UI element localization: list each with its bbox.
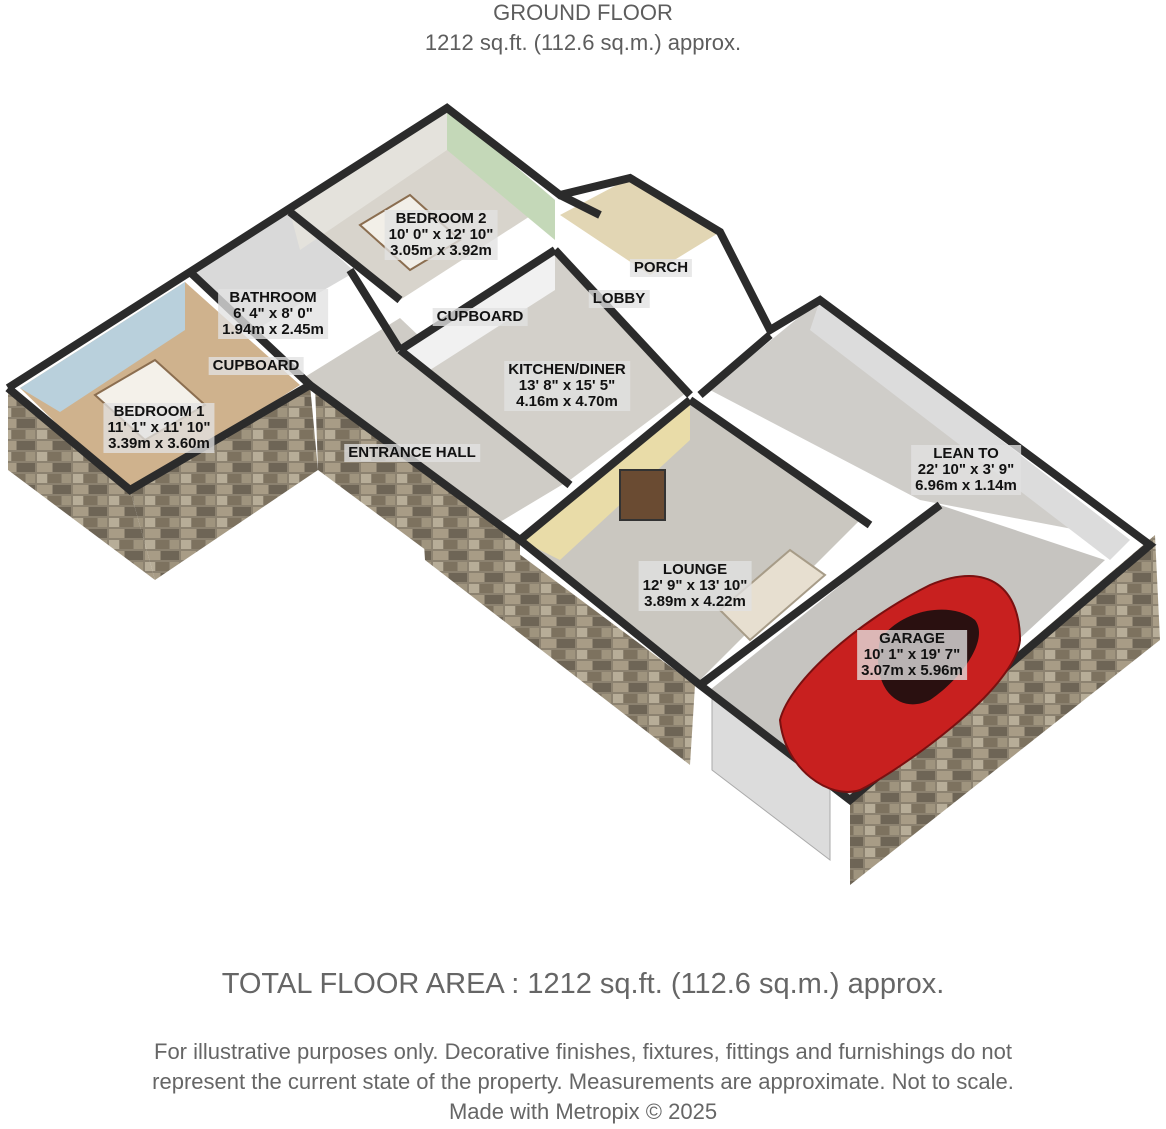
label-garage: GARAGE 10' 1" x 19' 7" 3.07m x 5.96m bbox=[857, 630, 967, 680]
label-porch: PORCH bbox=[630, 259, 692, 277]
label-bedroom1: BEDROOM 1 11' 1" x 11' 10" 3.39m x 3.60m bbox=[103, 403, 214, 453]
label-bathroom: BATHROOM 6' 4" x 8' 0" 1.94m x 2.45m bbox=[218, 289, 328, 339]
label-lounge: LOUNGE 12' 9" x 13' 10" 3.89m x 4.22m bbox=[639, 561, 752, 611]
disclaimer-line-2: represent the current state of the property. Measurements are approximate. Not to scale. bbox=[152, 1069, 1014, 1094]
floor-title: GROUND FLOOR bbox=[493, 0, 673, 25]
disclaimer-line-1: For illustrative purposes only. Decorative finishes, fixtures, fittings and furnishings do not bbox=[154, 1039, 1012, 1064]
label-bedroom2: BEDROOM 2 10' 0" x 12' 10" 3.05m x 3.92m bbox=[385, 210, 498, 260]
label-kitchen: KITCHEN/DINER 13' 8" x 15' 5" 4.16m x 4.70m bbox=[504, 361, 630, 411]
label-entrance-hall: ENTRANCE HALL bbox=[344, 444, 480, 462]
credit: Made with Metropix © 2025 bbox=[448, 1099, 718, 1124]
label-cupboard-1: CUPBOARD bbox=[209, 357, 304, 375]
total-floor-area: TOTAL FLOOR AREA : 1212 sq.ft. (112.6 sq.m.) approx. bbox=[221, 968, 945, 1000]
disclaimer bbox=[0, 1037, 1166, 1127]
label-lean-to: LEAN TO 22' 10" x 3' 9" 6.96m x 1.14m bbox=[911, 445, 1021, 495]
fireplace bbox=[620, 470, 665, 520]
label-cupboard-2: CUPBOARD bbox=[433, 308, 528, 326]
label-lobby: LOBBY bbox=[589, 290, 650, 308]
floor-area: 1212 sq.ft. (112.6 sq.m.) approx. bbox=[424, 30, 742, 55]
